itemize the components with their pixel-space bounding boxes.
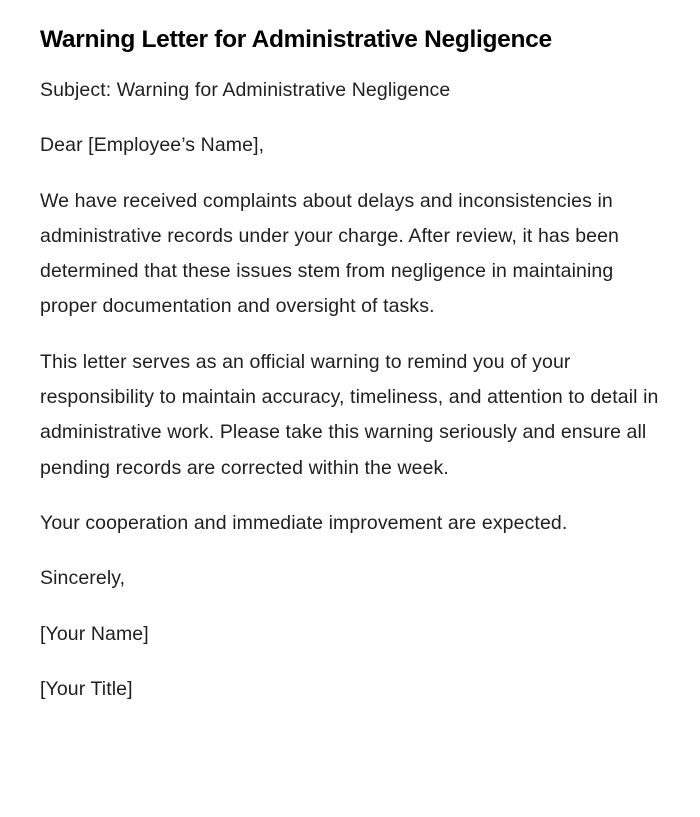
signature-title: [Your Title] xyxy=(40,677,133,700)
signature-name: [Your Name] xyxy=(40,622,149,645)
letter-closing: Sincerely, xyxy=(40,567,126,590)
letter-paragraph-expectation: Your cooperation and immediate improvement are expected. xyxy=(40,511,568,534)
letter-paragraph-warning: This letter serves as an official warning to remind you of your responsibility to maintain accuracy, timeliness, and attention to detail in administrative work. Please take this warning seriously and ensure all pending records are corrected within the week. xyxy=(40,350,659,479)
letter-salutation: Dear [Employee’s Name], xyxy=(40,134,265,157)
letter-paragraph-complaints: We have received complaints about delays and inconsistencies in administrative records under your charge. After review, it has been determined that these issues stem from negligence in maintaining proper documentation and oversight of tasks. xyxy=(40,189,619,318)
letter-subject: Subject: Warning for Administrative Negligence xyxy=(40,79,451,101)
letter-title: Warning Letter for Administrative Negligence xyxy=(40,26,552,53)
